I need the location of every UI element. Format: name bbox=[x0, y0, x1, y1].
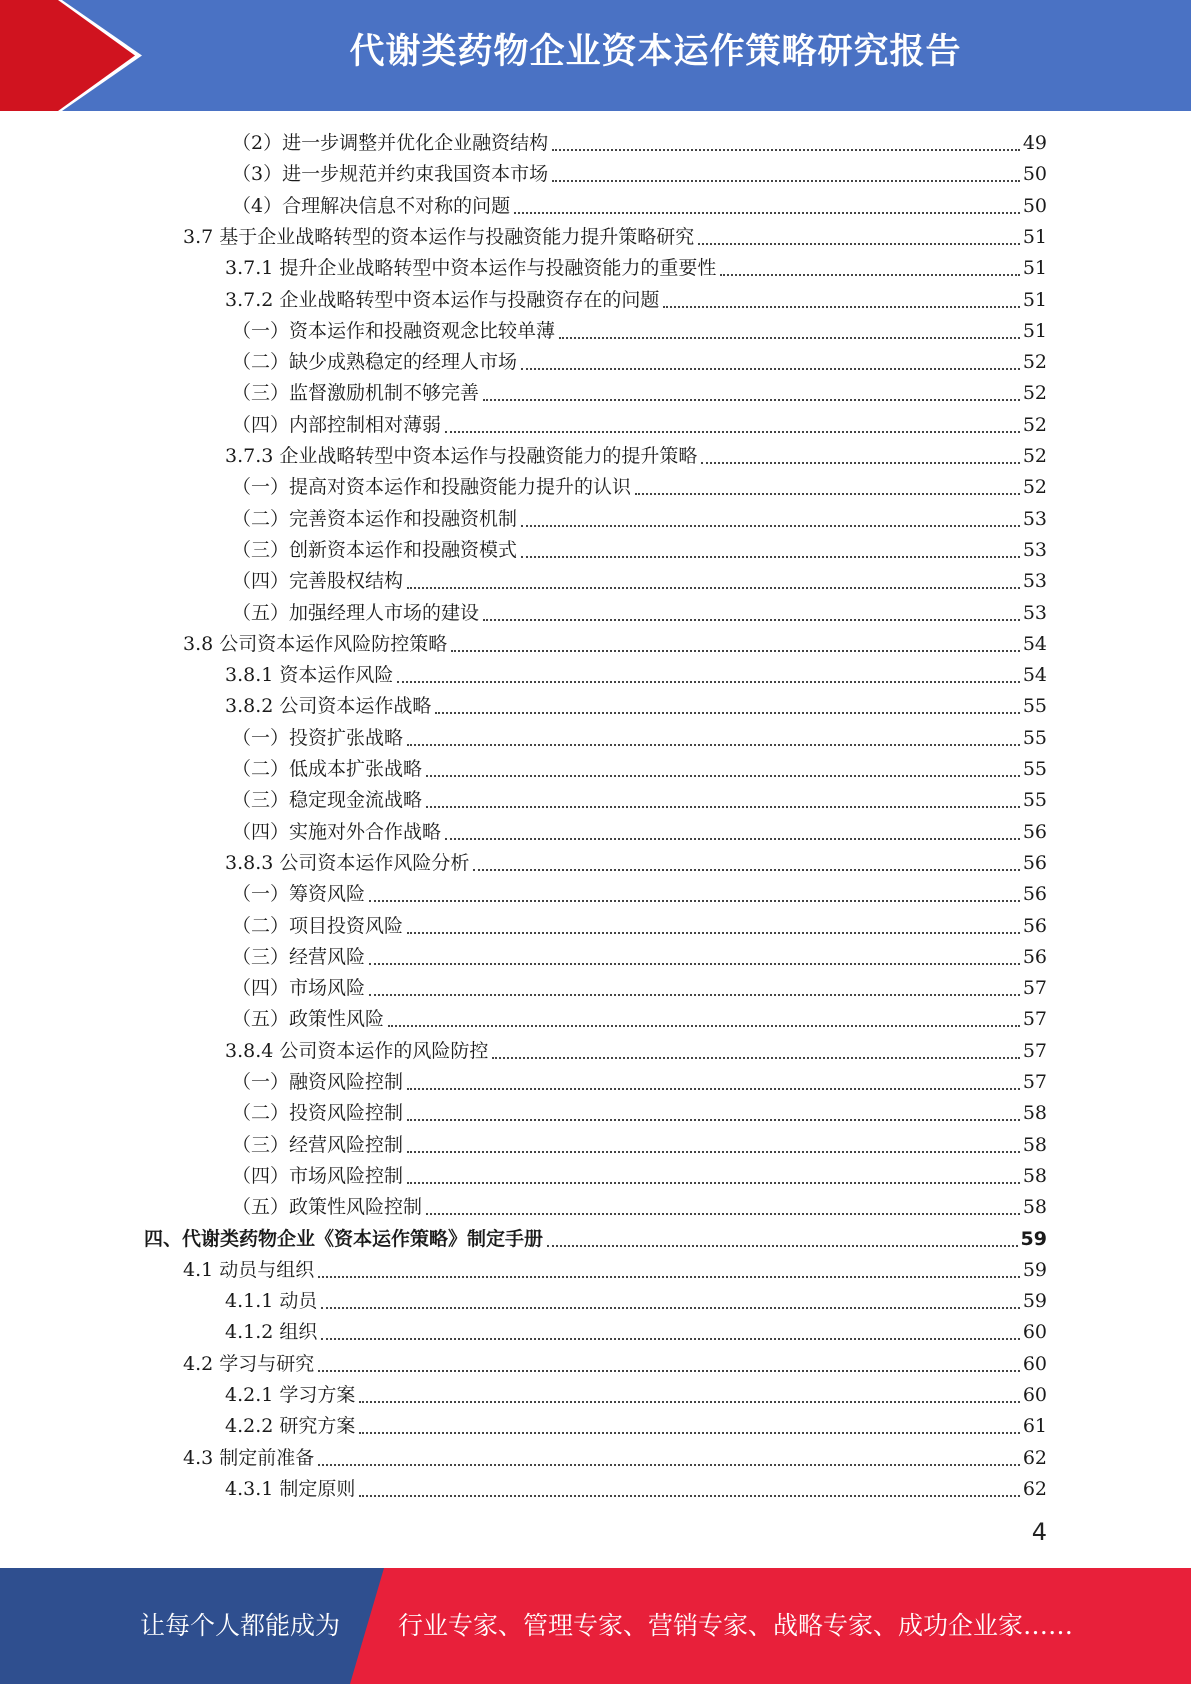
toc-entry-title: （四）完善股权结构 bbox=[232, 570, 404, 593]
toc-leader-dots bbox=[473, 861, 1019, 871]
toc-entry[interactable] bbox=[232, 1004, 1047, 1034]
toc-entry-title: （一）筹资风险 bbox=[232, 883, 366, 906]
toc-entry-title: 3.8.2 公司资本运作战略 bbox=[225, 695, 432, 718]
toc-entry-page: 57 bbox=[1022, 1039, 1047, 1062]
toc-entry-title: 3.7.2 企业战略转型中资本运作与投融资存在的问题 bbox=[225, 288, 660, 311]
toc-entry[interactable] bbox=[232, 785, 1047, 815]
toc-entry-page: 52 bbox=[1022, 413, 1047, 436]
toc-leader-dots bbox=[492, 1049, 1019, 1059]
toc-leader-dots bbox=[635, 485, 1020, 495]
toc-entry[interactable] bbox=[183, 222, 1047, 252]
toc-leader-dots bbox=[318, 1268, 1020, 1278]
toc-leader-dots bbox=[514, 204, 1020, 214]
toc-entry-title: （2）进一步调整并优化企业融资结构 bbox=[232, 132, 549, 154]
toc-entry-page: 51 bbox=[1022, 257, 1047, 280]
toc-entry[interactable] bbox=[225, 691, 1047, 721]
toc-entry-title: 4.2.2 研究方案 bbox=[225, 1415, 356, 1438]
toc-leader-dots bbox=[483, 611, 1020, 621]
toc-entry-page: 50 bbox=[1022, 194, 1047, 217]
toc-entry[interactable] bbox=[232, 1067, 1047, 1097]
toc-entry-title: （四）实施对外合作战略 bbox=[232, 820, 442, 843]
toc-entry-page: 56 bbox=[1022, 914, 1047, 937]
toc-leader-dots bbox=[407, 736, 1020, 746]
toc-leader-dots bbox=[663, 298, 1019, 308]
toc-entry-title: （四）市场风险控制 bbox=[232, 1164, 404, 1187]
toc-entry-page: 49 bbox=[1022, 132, 1047, 154]
toc-entry-page: 56 bbox=[1022, 851, 1047, 874]
toc-entry-title: （二）缺少成熟稳定的经理人市场 bbox=[232, 351, 518, 374]
toc-entry-page: 55 bbox=[1022, 726, 1047, 749]
toc-leader-dots bbox=[552, 172, 1020, 182]
toc-leader-dots bbox=[369, 955, 1020, 965]
toc-entry-title: （一）提高对资本运作和投融资能力提升的认识 bbox=[232, 476, 632, 499]
footer-bar bbox=[0, 1568, 1191, 1684]
toc-entry-title: （二）完善资本运作和投融资机制 bbox=[232, 507, 518, 530]
page-number: 4 bbox=[1031, 1518, 1047, 1546]
toc-leader-dots bbox=[435, 704, 1019, 714]
toc-entry[interactable] bbox=[225, 1474, 1047, 1504]
toc-entry[interactable] bbox=[232, 566, 1047, 596]
toc-entry-page: 50 bbox=[1022, 163, 1047, 186]
toc-entry-title: 四、代谢类药物企业《资本运作策略》制定手册 bbox=[144, 1227, 544, 1250]
toc-leader-dots bbox=[407, 579, 1020, 589]
toc-leader-dots bbox=[318, 1456, 1020, 1466]
toc-entry[interactable] bbox=[225, 848, 1047, 878]
toc-entry-page: 57 bbox=[1022, 977, 1047, 1000]
toc-entry-page: 58 bbox=[1022, 1133, 1047, 1156]
toc-entry-title: （二）投资风险控制 bbox=[232, 1102, 404, 1125]
toc-leader-dots bbox=[483, 391, 1020, 401]
toc-leader-dots bbox=[445, 423, 1020, 433]
toc-entry-page: 53 bbox=[1022, 538, 1047, 561]
toc-entry[interactable] bbox=[232, 817, 1047, 847]
toc-entry-page: 57 bbox=[1022, 1008, 1047, 1031]
toc-entry-title: （三）监督激励机制不够完善 bbox=[232, 382, 480, 405]
toc-entry-title: （五）政策性风险 bbox=[232, 1008, 385, 1031]
toc-entry[interactable] bbox=[232, 316, 1047, 346]
toc-entry[interactable] bbox=[232, 347, 1047, 377]
toc-leader-dots bbox=[426, 798, 1020, 808]
toc-entry-title: （五）加强经理人市场的建设 bbox=[232, 601, 480, 624]
toc-entry-page: 53 bbox=[1022, 601, 1047, 624]
toc-entry-page: 54 bbox=[1022, 664, 1047, 687]
toc-entry-title: （一）投资扩张战略 bbox=[232, 726, 404, 749]
toc-entry[interactable] bbox=[232, 1130, 1047, 1160]
toc-entry-title: 4.3.1 制定原则 bbox=[225, 1477, 356, 1500]
toc-entry[interactable] bbox=[232, 942, 1047, 972]
toc-entry[interactable] bbox=[232, 128, 1047, 158]
toc-leader-dots bbox=[698, 235, 1020, 245]
toc-entry-title: 4.2.1 学习方案 bbox=[225, 1384, 356, 1406]
toc-entry-title: 4.3 制定前准备 bbox=[183, 1446, 315, 1469]
toc-entry[interactable] bbox=[232, 723, 1047, 753]
toc-entry[interactable] bbox=[232, 504, 1047, 534]
toc-entry[interactable] bbox=[232, 1098, 1047, 1128]
toc-entry-page: 55 bbox=[1022, 695, 1047, 718]
toc-entry[interactable] bbox=[183, 1255, 1047, 1285]
toc-entry-title: （二）项目投资风险 bbox=[232, 914, 404, 937]
toc-leader-dots bbox=[720, 266, 1019, 276]
toc-entry-title: （四）市场风险 bbox=[232, 977, 366, 1000]
toc-entry-page: 59 bbox=[1022, 1290, 1047, 1313]
toc-entry[interactable] bbox=[232, 535, 1047, 565]
toc-entry[interactable] bbox=[183, 1443, 1047, 1473]
toc-entry[interactable] bbox=[225, 1411, 1047, 1441]
toc-entry-title: 3.8.3 公司资本运作风险分析 bbox=[225, 851, 470, 874]
toc-entry-page: 52 bbox=[1022, 476, 1047, 499]
toc-entry-title: 3.8.1 资本运作风险 bbox=[225, 664, 394, 687]
toc-leader-dots bbox=[407, 1143, 1020, 1153]
toc-leader-dots bbox=[559, 329, 1020, 339]
toc-entry-page: 62 bbox=[1022, 1477, 1047, 1500]
toc-entry-page: 58 bbox=[1022, 1102, 1047, 1125]
toc-leader-dots bbox=[407, 924, 1020, 934]
toc-entry[interactable] bbox=[225, 1380, 1047, 1410]
toc-leader-dots bbox=[359, 1424, 1019, 1434]
toc-entry[interactable] bbox=[225, 1286, 1047, 1316]
toc-entry-title: 3.8 公司资本运作风险防控策略 bbox=[183, 632, 448, 655]
toc-entry-page: 60 bbox=[1022, 1384, 1047, 1406]
toc-entry-page: 52 bbox=[1022, 351, 1047, 374]
toc-leader-dots bbox=[445, 830, 1020, 840]
toc-entry-page: 59 bbox=[1022, 1258, 1047, 1281]
toc-entry-title: 4.1.1 动员 bbox=[225, 1290, 318, 1313]
toc-entry-page: 56 bbox=[1022, 883, 1047, 906]
footer-slogan: 让每个人都能成为 bbox=[140, 1611, 341, 1640]
toc-entry-title: 3.7.1 提升企业战略转型中资本运作与投融资能力的重要性 bbox=[225, 257, 717, 280]
toc-entry-page: 54 bbox=[1022, 632, 1047, 655]
toc-entry-page: 56 bbox=[1022, 820, 1047, 843]
toc-leader-dots bbox=[388, 1017, 1020, 1027]
toc-entry[interactable] bbox=[225, 1317, 1047, 1347]
toc-entry-page: 51 bbox=[1022, 288, 1047, 311]
toc-entry[interactable] bbox=[232, 472, 1047, 502]
toc-leader-dots bbox=[521, 360, 1020, 370]
toc-leader-dots bbox=[369, 892, 1020, 902]
toc-entry[interactable] bbox=[232, 879, 1047, 909]
toc-entry[interactable] bbox=[232, 973, 1047, 1003]
toc-entry-page: 55 bbox=[1022, 758, 1047, 780]
toc-entry-page: 52 bbox=[1022, 382, 1047, 405]
toc-leader-dots bbox=[547, 1237, 1018, 1247]
toc-leader-dots bbox=[321, 1299, 1019, 1309]
toc-entry-page: 51 bbox=[1022, 319, 1047, 342]
toc-entry[interactable] bbox=[144, 1224, 1047, 1254]
toc-leader-dots bbox=[426, 1205, 1020, 1215]
toc-entry-title: （三）经营风险 bbox=[232, 945, 366, 968]
toc-entry[interactable] bbox=[225, 285, 1047, 315]
footer-tagline: 行业专家、管理专家、营销专家、战略专家、成功企业家…… bbox=[398, 1611, 1074, 1640]
toc-entry-page: 60 bbox=[1022, 1352, 1047, 1375]
toc-leader-dots bbox=[407, 1174, 1020, 1184]
toc-entry-title: （3）进一步规范并约束我国资本市场 bbox=[232, 163, 549, 186]
toc-entry-title: （4）合理解决信息不对称的问题 bbox=[232, 194, 511, 217]
toc-leader-dots bbox=[701, 454, 1019, 464]
toc-entry[interactable] bbox=[232, 159, 1047, 189]
toc-entry[interactable] bbox=[232, 911, 1047, 941]
header-bar bbox=[0, 0, 1191, 111]
toc-entry-page: 58 bbox=[1022, 1164, 1047, 1187]
toc-entry-page: 55 bbox=[1022, 789, 1047, 812]
document-title: 代谢类药物企业资本运作策略研究报告 bbox=[349, 32, 962, 72]
toc-leader-dots bbox=[321, 1330, 1019, 1340]
toc-entry-page: 59 bbox=[1020, 1227, 1047, 1250]
toc-entry-page: 53 bbox=[1022, 570, 1047, 593]
toc-entry-title: （一）融资风险控制 bbox=[232, 1071, 404, 1093]
toc-entry-page: 52 bbox=[1022, 445, 1047, 467]
toc-entry[interactable] bbox=[225, 1036, 1047, 1066]
toc-entry-title: （二）低成本扩张战略 bbox=[232, 758, 423, 780]
toc-entry-page: 56 bbox=[1022, 945, 1047, 968]
toc-entry-page: 57 bbox=[1022, 1071, 1047, 1093]
toc-entry-page: 51 bbox=[1022, 225, 1047, 248]
toc-entry[interactable] bbox=[225, 441, 1047, 471]
toc-leader-dots bbox=[521, 517, 1020, 527]
toc-leader-dots bbox=[359, 1487, 1019, 1497]
toc-entry[interactable] bbox=[183, 629, 1047, 659]
toc-entry-page: 53 bbox=[1022, 507, 1047, 530]
toc-leader-dots bbox=[552, 141, 1020, 151]
toc-leader-dots bbox=[318, 1362, 1020, 1372]
toc-leader-dots bbox=[407, 1111, 1020, 1121]
toc-entry-page: 60 bbox=[1022, 1321, 1047, 1344]
toc-leader-dots bbox=[359, 1393, 1019, 1403]
toc-entry[interactable] bbox=[232, 1161, 1047, 1191]
toc-leader-dots bbox=[451, 642, 1020, 652]
toc-entry-title: （五）政策性风险控制 bbox=[232, 1196, 423, 1219]
toc-entry-title: （三）创新资本运作和投融资模式 bbox=[232, 538, 518, 561]
toc-leader-dots bbox=[407, 1080, 1020, 1090]
toc-entry[interactable] bbox=[232, 754, 1047, 784]
toc-entry-title: （四）内部控制相对薄弱 bbox=[232, 413, 442, 436]
toc-entry-page: 58 bbox=[1022, 1196, 1047, 1219]
toc-entry-title: 4.1 动员与组织 bbox=[183, 1258, 315, 1281]
toc-leader-dots bbox=[426, 767, 1020, 777]
toc-entry[interactable] bbox=[232, 191, 1047, 221]
toc-entry[interactable] bbox=[232, 410, 1047, 440]
toc-entry-title: （三）经营风险控制 bbox=[232, 1133, 404, 1156]
toc-entry[interactable] bbox=[232, 1192, 1047, 1222]
toc-entry-title: （一）资本运作和投融资观念比较单薄 bbox=[232, 319, 556, 342]
toc-entry-title: 3.8.4 公司资本运作的风险防控 bbox=[225, 1039, 489, 1062]
toc-entry-page: 62 bbox=[1022, 1446, 1047, 1469]
toc-entry[interactable] bbox=[225, 660, 1047, 690]
toc-entry-title: 3.7 基于企业战略转型的资本运作与投融资能力提升策略研究 bbox=[183, 225, 695, 248]
toc-entry[interactable] bbox=[232, 598, 1047, 628]
toc-leader-dots bbox=[521, 548, 1020, 558]
toc-entry[interactable] bbox=[232, 378, 1047, 408]
toc-leader-dots bbox=[369, 986, 1020, 996]
toc-entry[interactable] bbox=[225, 253, 1047, 283]
toc-leader-dots bbox=[397, 673, 1019, 683]
toc-entry-page: 61 bbox=[1022, 1415, 1047, 1438]
toc-entry-title: 4.2 学习与研究 bbox=[183, 1352, 315, 1375]
toc-entry-title: 3.7.3 企业战略转型中资本运作与投融资能力的提升策略 bbox=[225, 445, 698, 467]
toc-entry[interactable] bbox=[183, 1349, 1047, 1379]
toc-entry-title: （三）稳定现金流战略 bbox=[232, 789, 423, 812]
toc-entry-title: 4.1.2 组织 bbox=[225, 1321, 318, 1344]
